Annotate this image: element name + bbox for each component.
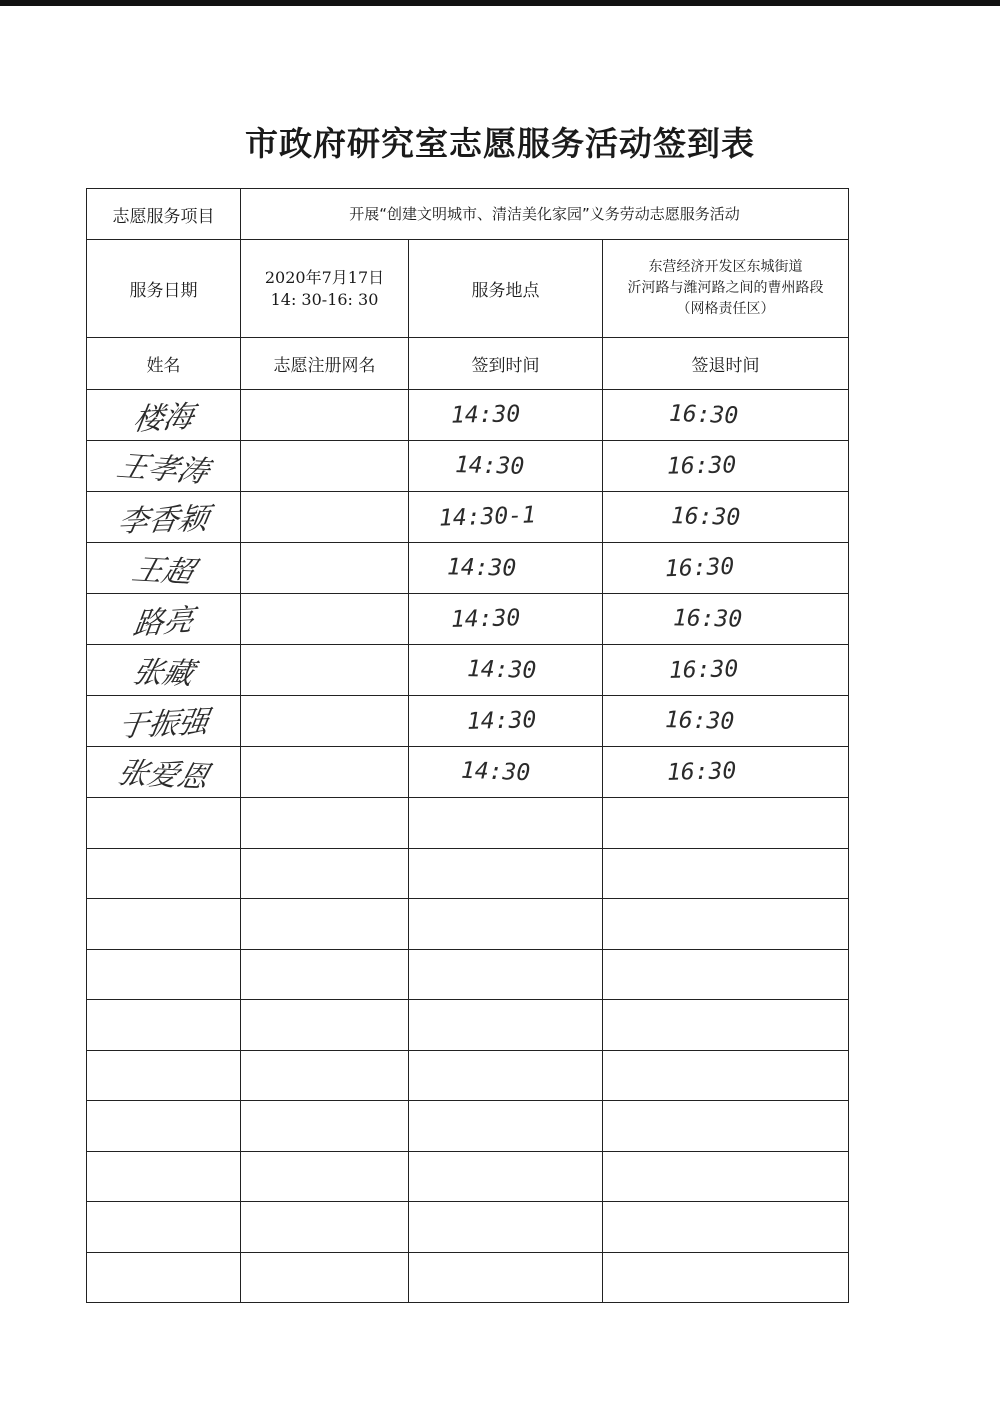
alias-cell bbox=[241, 390, 409, 441]
sign-in-cell bbox=[409, 492, 603, 543]
empty-cell bbox=[241, 1151, 409, 1202]
empty-cell bbox=[409, 1151, 603, 1202]
handwritten-sign-in-time: 14:30 bbox=[450, 401, 521, 429]
empty-cell bbox=[603, 1101, 849, 1152]
empty-cell bbox=[87, 1101, 241, 1152]
sign-in-cell bbox=[409, 390, 603, 441]
empty-cell bbox=[409, 1252, 603, 1303]
column-header-sign-in: 签到时间 bbox=[409, 338, 603, 390]
handwritten-signature: 路亮 bbox=[130, 602, 196, 643]
empty-table-row bbox=[87, 1101, 849, 1152]
empty-cell bbox=[603, 1202, 849, 1253]
handwritten-sign-out-time: 16:30 bbox=[664, 553, 735, 583]
sign-in-cell bbox=[409, 645, 603, 696]
alias-cell bbox=[241, 747, 409, 798]
sign-out-cell bbox=[603, 594, 849, 645]
table-row bbox=[87, 696, 849, 747]
handwritten-sign-out-time: 16:30 bbox=[664, 707, 735, 735]
handwritten-sign-in-time: 14:30 bbox=[446, 554, 517, 582]
sign-out-cell bbox=[603, 543, 849, 594]
table-row bbox=[87, 390, 849, 441]
empty-cell bbox=[603, 1252, 849, 1303]
alias-cell bbox=[241, 492, 409, 543]
service-row bbox=[87, 240, 849, 338]
empty-cell bbox=[87, 848, 241, 899]
project-value: 开展“创建文明城市、清洁美化家园”义务劳动志愿服务活动 bbox=[241, 189, 849, 240]
alias-cell bbox=[241, 594, 409, 645]
empty-cell bbox=[603, 1050, 849, 1101]
alias-cell bbox=[241, 543, 409, 594]
column-header-name: 姓名 bbox=[87, 338, 241, 390]
empty-cell bbox=[87, 1202, 241, 1253]
sign-in-cell bbox=[409, 696, 603, 747]
column-header-alias: 志愿注册网名 bbox=[241, 338, 409, 390]
empty-cell bbox=[87, 1000, 241, 1051]
name-cell bbox=[87, 492, 241, 543]
empty-cell bbox=[409, 899, 603, 950]
empty-table-row bbox=[87, 1252, 849, 1303]
table-row bbox=[87, 645, 849, 696]
handwritten-sign-in-time: 14:30 bbox=[466, 707, 537, 735]
handwritten-sign-in-time: 14:30 bbox=[466, 656, 537, 684]
empty-cell bbox=[87, 798, 241, 849]
service-date-label: 服务日期 bbox=[87, 240, 241, 338]
handwritten-signature: 张爱恩 bbox=[113, 755, 213, 796]
empty-cell bbox=[409, 949, 603, 1000]
handwritten-sign-out-time: 16:30 bbox=[666, 758, 737, 786]
alias-cell bbox=[241, 441, 409, 492]
handwritten-sign-in-time: 14:30-1 bbox=[438, 502, 537, 532]
handwritten-sign-out-time: 16:30 bbox=[668, 400, 739, 430]
name-cell bbox=[87, 441, 241, 492]
service-date-value bbox=[241, 240, 409, 338]
handwritten-sign-in-time: 14:30 bbox=[460, 757, 531, 787]
empty-cell bbox=[409, 1101, 603, 1152]
name-cell bbox=[87, 543, 241, 594]
name-cell bbox=[87, 390, 241, 441]
empty-cell bbox=[87, 1252, 241, 1303]
empty-cell bbox=[603, 899, 849, 950]
sign-out-cell bbox=[603, 441, 849, 492]
handwritten-signature: 张藏 bbox=[128, 655, 197, 692]
sign-in-table bbox=[86, 188, 849, 1303]
handwritten-sign-out-time: 16:30 bbox=[666, 452, 737, 480]
handwritten-signature: 楼海 bbox=[130, 399, 196, 438]
name-cell bbox=[87, 747, 241, 798]
service-time-line: 14: 30-16: 30 bbox=[270, 289, 379, 309]
handwritten-sign-in-time: 14:30 bbox=[454, 452, 525, 480]
name-cell bbox=[87, 696, 241, 747]
location-line-3: （网格责任区） bbox=[676, 301, 775, 317]
sign-out-cell bbox=[603, 492, 849, 543]
handwritten-signature: 于振强 bbox=[115, 704, 211, 745]
table-row bbox=[87, 441, 849, 492]
sign-in-cell bbox=[409, 441, 603, 492]
alias-cell bbox=[241, 696, 409, 747]
scan-top-edge bbox=[0, 0, 1000, 6]
sign-in-cell bbox=[409, 594, 603, 645]
handwritten-sign-out-time: 16:30 bbox=[672, 605, 743, 633]
service-location-label: 服务地点 bbox=[409, 240, 603, 338]
location-line-2: 沂河路与潍河路之间的曹州路段 bbox=[627, 280, 824, 296]
empty-cell bbox=[409, 1202, 603, 1253]
empty-cell bbox=[241, 798, 409, 849]
table-row bbox=[87, 747, 849, 798]
name-cell bbox=[87, 645, 241, 696]
empty-cell bbox=[603, 848, 849, 899]
sign-in-cell bbox=[409, 747, 603, 798]
sign-out-cell bbox=[603, 390, 849, 441]
empty-cell bbox=[603, 949, 849, 1000]
empty-cell bbox=[241, 899, 409, 950]
empty-table-row bbox=[87, 1151, 849, 1202]
empty-cell bbox=[603, 798, 849, 849]
column-header-sign-out: 签退时间 bbox=[603, 338, 849, 390]
empty-cell bbox=[87, 1050, 241, 1101]
empty-cell bbox=[241, 1202, 409, 1253]
sign-out-cell bbox=[603, 747, 849, 798]
empty-table-row bbox=[87, 798, 849, 849]
table-row bbox=[87, 543, 849, 594]
handwritten-signature: 王孝涛 bbox=[112, 449, 213, 490]
handwritten-sign-out-time: 16:30 bbox=[670, 503, 741, 531]
empty-cell bbox=[241, 949, 409, 1000]
project-row bbox=[87, 189, 849, 240]
handwritten-sign-in-time: 14:30 bbox=[450, 605, 521, 633]
empty-cell bbox=[87, 1151, 241, 1202]
empty-table-row bbox=[87, 949, 849, 1000]
table-row bbox=[87, 492, 849, 543]
empty-cell bbox=[603, 1151, 849, 1202]
alias-cell bbox=[241, 645, 409, 696]
service-date-line: 2020年7月17日 bbox=[264, 267, 385, 287]
empty-cell bbox=[409, 798, 603, 849]
column-header-row bbox=[87, 338, 849, 390]
empty-table-row bbox=[87, 1050, 849, 1101]
name-cell bbox=[87, 594, 241, 645]
empty-cell bbox=[241, 1050, 409, 1101]
page-title: 市政府研究室志愿服务活动签到表 bbox=[245, 124, 755, 163]
sign-in-cell bbox=[409, 543, 603, 594]
empty-table-row bbox=[87, 1000, 849, 1051]
empty-cell bbox=[241, 1101, 409, 1152]
empty-cell bbox=[241, 848, 409, 899]
empty-cell bbox=[87, 899, 241, 950]
handwritten-signature: 李香颖 bbox=[114, 501, 211, 540]
table-row bbox=[87, 594, 849, 645]
service-location-value bbox=[603, 240, 849, 338]
empty-cell bbox=[409, 1000, 603, 1051]
project-label: 志愿服务项目 bbox=[87, 189, 241, 240]
handwritten-signature: 王超 bbox=[127, 552, 198, 591]
empty-table-row bbox=[87, 1202, 849, 1253]
empty-cell bbox=[409, 848, 603, 899]
empty-cell bbox=[409, 1050, 603, 1101]
empty-table-row bbox=[87, 899, 849, 950]
empty-table-row bbox=[87, 848, 849, 899]
sign-out-cell bbox=[603, 696, 849, 747]
empty-cell bbox=[241, 1252, 409, 1303]
handwritten-sign-out-time: 16:30 bbox=[668, 656, 739, 684]
sign-out-cell bbox=[603, 645, 849, 696]
location-line-1: 东营经济开发区东城街道 bbox=[648, 259, 803, 275]
empty-cell bbox=[241, 1000, 409, 1051]
empty-cell bbox=[603, 1000, 849, 1051]
empty-cell bbox=[87, 949, 241, 1000]
